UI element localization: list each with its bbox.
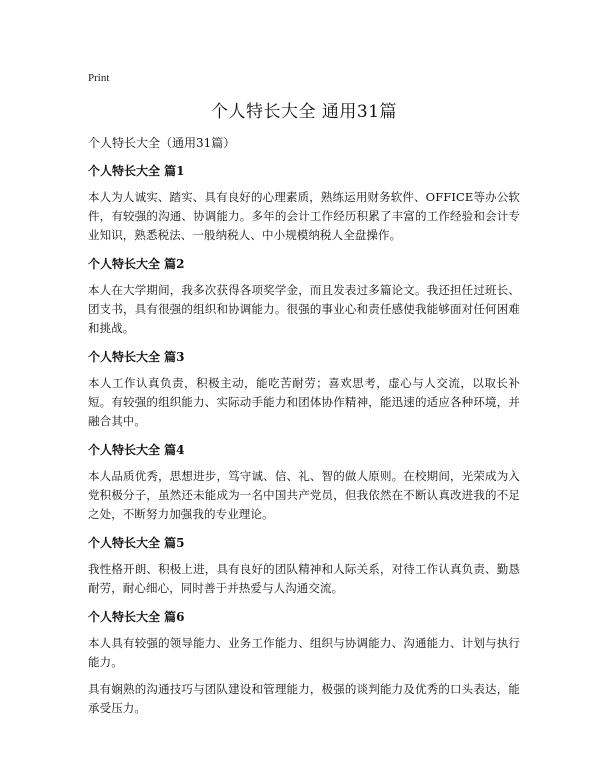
section-heading: 个人特长大全 篇6 (88, 610, 185, 624)
document-page (88, 70, 520, 726)
section-paragraph: 本人具有较强的领导能力、业务工作能力、组织与协调能力、沟通能力、计划与执行能力。 (88, 636, 520, 669)
section-heading: 个人特长大全 篇1 (88, 164, 185, 178)
section-paragraph: 具有娴熟的沟通技巧与团队建设和管理能力，极强的谈判能力及优秀的口头表达，能承受压力。 (88, 682, 520, 715)
section-4 (88, 441, 520, 524)
section-3 (88, 348, 520, 431)
section-paragraph: 我性格开朗、积极上进，具有良好的团队精神和人际关系，对待工作认真负责、勤恳耐劳，耐心细心，同时善于并热爱与人沟通交流。 (88, 562, 520, 595)
section-5 (88, 534, 520, 598)
section-heading: 个人特长大全 篇5 (88, 536, 185, 550)
section-heading: 个人特长大全 篇4 (88, 443, 185, 457)
section-paragraph: 本人为人诚实、踏实、具有良好的心理素质，熟练运用财务软件、OFFICE等办公软件，有较强的沟通、协调能力。多年的会计工作经历积累了丰富的工作经验和会计专业知识，熟悉税法、一般纳税人、中小规模纳税人全盘操作。 (88, 190, 520, 242)
section-2 (88, 255, 520, 338)
section-paragraph: 本人工作认真负责，积极主动，能吃苦耐劳；喜欢思考，虚心与人交流，以取长补短。有较强的组织能力、实际动手能力和团体协作精神，能迅速的适应各种环境，并融合其中。 (88, 376, 520, 428)
section-1 (88, 162, 520, 245)
section-6 (88, 608, 520, 718)
section-heading: 个人特长大全 篇2 (88, 257, 185, 271)
section-paragraph: 本人在大学期间，我多次获得各项奖学金，而且发表过多篇论文。我还担任过班长、团支书，具有很强的组织和协调能力。很强的事业心和责任感使我能够面对任何困难和挑战。 (88, 283, 520, 335)
section-paragraph: 本人品质优秀，思想进步，笃守诚、信、礼、智的做人原则。在校期间，光荣成为入党积极分子，虽然还未能成为一名中国共产党员，但我依然在不断认真改进我的不足之处，不断努力加强我的专业理论。 (88, 469, 520, 521)
document-subtitle: 个人特长大全（通用31篇） (88, 136, 236, 150)
section-heading: 个人特长大全 篇3 (88, 350, 185, 364)
print-link[interactable]: Print (88, 72, 110, 84)
page-title: 个人特长大全 通用31篇 (210, 102, 398, 122)
